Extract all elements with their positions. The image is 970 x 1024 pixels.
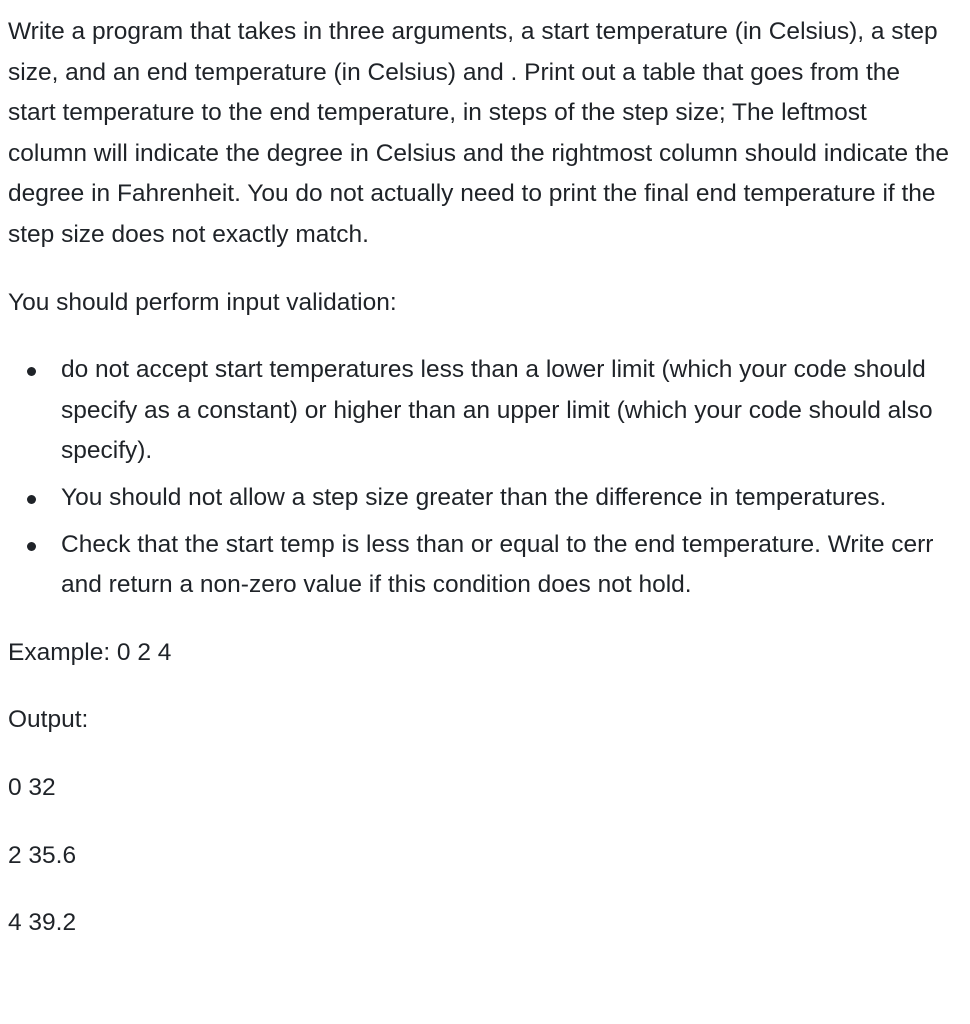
validation-item-start-le-end — [61, 525, 950, 606]
bullet-icon — [27, 367, 36, 376]
output-line: 0 32 — [8, 773, 56, 801]
output-heading: Output: — [8, 706, 89, 734]
validation-heading: You should perform input validation: — [8, 288, 397, 316]
output-line: 4 39.2 — [8, 909, 77, 937]
output-line: 2 35.6 — [8, 841, 77, 869]
intro-paragraph: Write a program that takes in three arguments, a start temperature (in Celsius), a step size, and an end temperature (in Celsius) and . Print out a table that goes from the start temperature to the end temperature, in steps of the step size; The leftmost column will indicate the degree in Celsius and the rightmost column should indicate the degree in Fahrenheit. You do not actually need to print the final end temperature if the step size does not exactly match. — [8, 18, 950, 248]
validation-item-text: Check that the start temp is less than or equal to the end temperature. Write cerr and return a non-zero value if this condition does not hold. — [61, 530, 934, 599]
validation-item-text: do not accept start temperatures less than a lower limit (which your code should specify as a constant) or higher than an upper limit (which your code should also specify). — [61, 356, 933, 465]
validation-list — [8, 350, 950, 606]
bullet-icon — [27, 495, 36, 504]
validation-item-text: You should not allow a step size greater than the difference in temperatures. — [61, 483, 887, 511]
example-line: Example: 0 2 4 — [8, 638, 172, 666]
bullet-icon — [27, 542, 36, 551]
validation-item-lower-upper-limit — [61, 350, 950, 472]
validation-item-step-size — [61, 478, 950, 519]
